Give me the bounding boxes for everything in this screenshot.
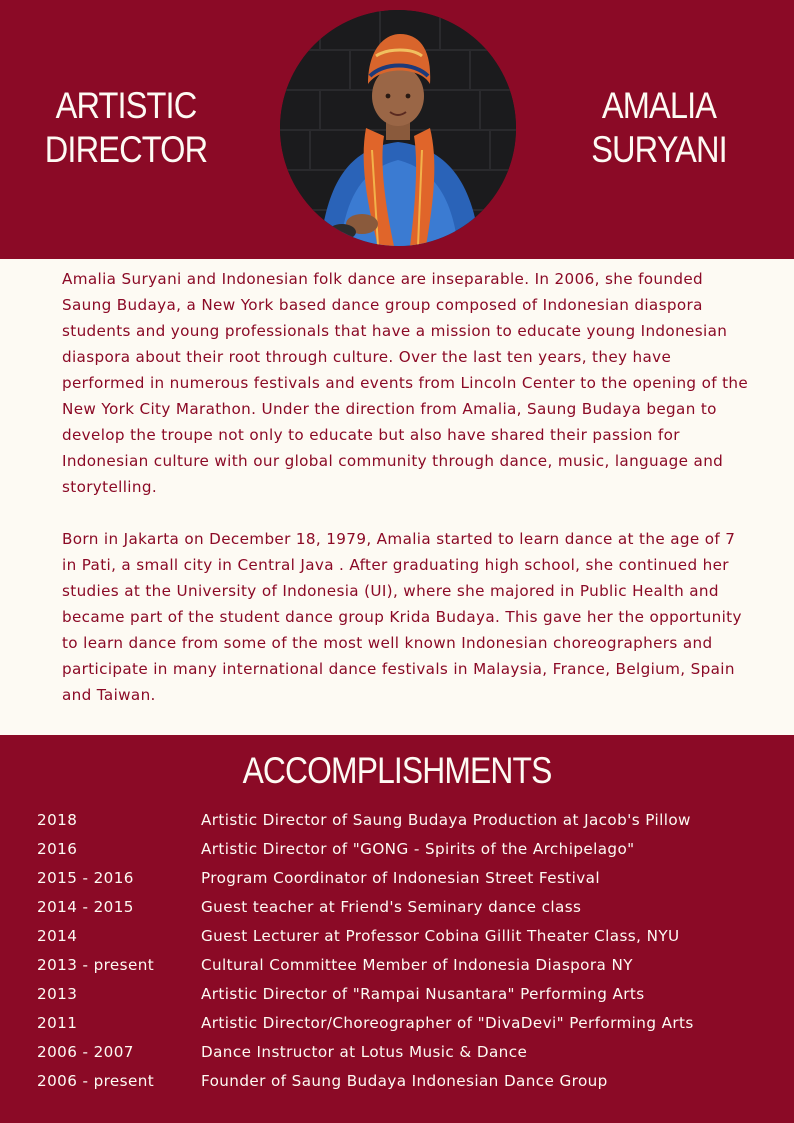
accomplishments-title: ACCOMPLISHMENTS [242,750,552,791]
accomplishment-row [0,1013,794,1042]
accomplishment-year: 2015 - 2016 [37,869,134,887]
accomplishment-description: Founder of Saung Budaya Indonesian Dance Group [201,1072,608,1090]
accomplishment-description: Cultural Committee Member of Indonesia Diaspora NY [201,956,633,974]
person-name: AMALIA SURYANI [591,85,727,170]
accomplishment-row [0,955,794,984]
accomplishment-year: 2016 [37,840,78,858]
accomplishment-row [0,1042,794,1071]
accomplishment-year: 2014 - 2015 [37,898,134,916]
accomplishment-row [0,897,794,926]
accomplishment-year: 2006 - 2007 [37,1043,134,1061]
accomplishment-description: Artistic Director/Choreographer of "DivaDevi" Performing Arts [201,1014,694,1032]
accomplishment-row [0,868,794,897]
accomplishment-row [0,810,794,839]
accomplishment-row [0,1071,794,1100]
accomplishment-year: 2013 - present [37,956,155,974]
accomplishment-description: Program Coordinator of Indonesian Street Festival [201,869,600,887]
accomplishment-year: 2013 [37,985,78,1003]
accomplishment-row [0,926,794,955]
accomplishment-description: Artistic Director of "Rampai Nusantara" Performing Arts [201,985,645,1003]
accomplishment-description: Guest teacher at Friend's Seminary dance class [201,898,582,916]
accomplishment-year: 2014 [37,927,78,945]
biography-section [62,266,752,708]
accomplishment-description: Artistic Director of "GONG - Spirits of the Archipelago" [201,840,635,858]
accomplishment-description: Artistic Director of Saung Budaya Production at Jacob's Pillow [201,811,691,829]
header-banner [0,0,794,259]
accomplishment-year: 2006 - present [37,1072,155,1090]
bio-paragraph-1: Amalia Suryani and Indonesian folk dance are inseparable. In 2006, she founded Saung Budaya, a New York based dance group composed of Indonesian diaspora students and young professionals that have a mission to educate young Indonesian diaspora about their root through culture. Over the last ten years, they have performed in numerous festivals and events from Lincoln Center to the opening of the New York City Marathon. Under the direction from Amalia, Saung Budaya began to develop the troupe not only to educate but also have shared their passion for Indonesian culture with our global community through dance, music, language and storytelling. [62,270,749,496]
role-title: ARTISTIC DIRECTOR [44,85,208,170]
accomplishment-year: 2011 [37,1014,78,1032]
accomplishment-row [0,839,794,868]
accomplishment-year: 2018 [37,811,78,829]
accomplishment-description: Guest Lecturer at Professor Cobina Gillit Theater Class, NYU [201,927,680,945]
accomplishments-section [0,735,794,1123]
accomplishment-description: Dance Instructor at Lotus Music & Dance [201,1043,528,1061]
portrait-photo [280,10,516,246]
accomplishments-list [0,810,794,1100]
bio-paragraph-2: Born in Jakarta on December 18, 1979, Amalia started to learn dance at the age of 7 in Pati, a small city in Central Java . After graduating high school, she continued her studies at the University of Indonesia (UI), where she majored in Public Health and became part of the student dance group Krida Budaya. This gave her the opportunity to learn dance from some of the most well known Indonesian choreographers and participate in many international dance festivals in Malaysia, France, Belgium, Spain and Taiwan. [62,530,742,704]
accomplishment-row [0,984,794,1013]
